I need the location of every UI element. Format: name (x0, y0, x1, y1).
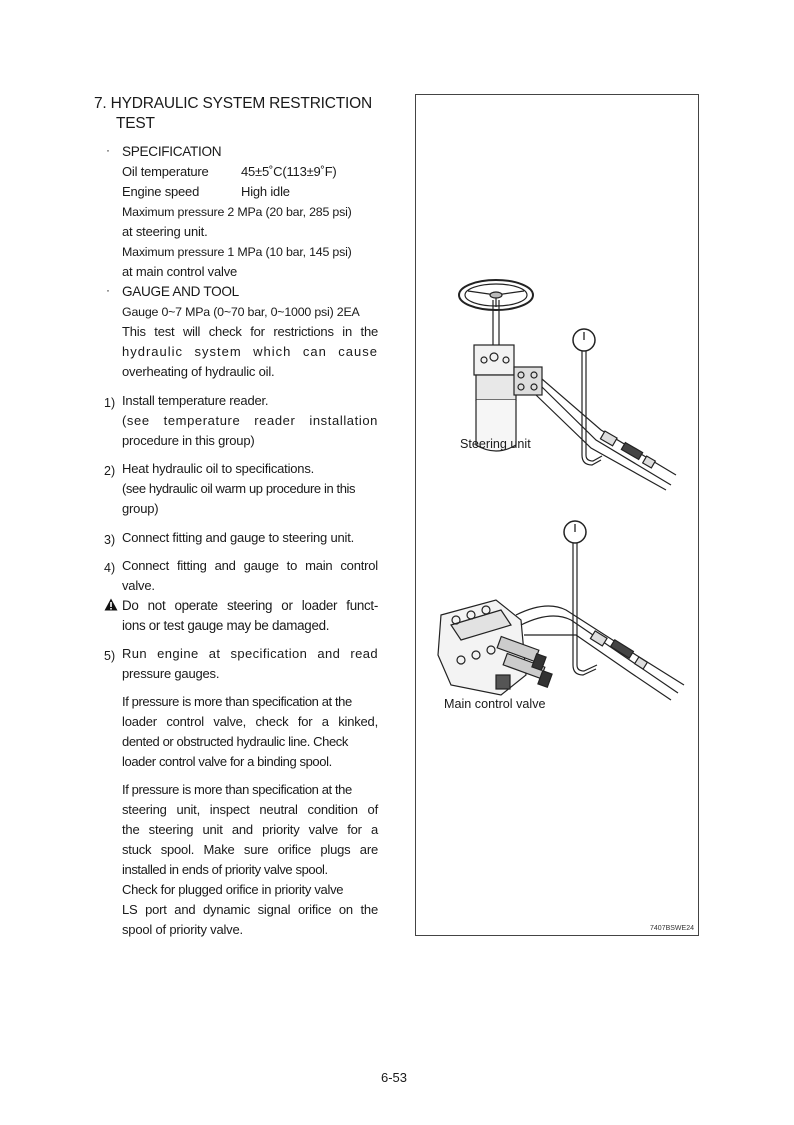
section-title-line2: TEST (116, 115, 155, 132)
step-3-number: 3) (104, 533, 116, 547)
page-number: 6-53 (381, 1070, 408, 1085)
step-2-line1: Heat hydraulic oil to specifications. (122, 461, 315, 476)
gauge-line2: This test will check for restrictions in the (122, 324, 378, 339)
para2-line3: the steering unit and priority valve for a (122, 822, 378, 837)
engine-speed-label: Engine speed (122, 184, 200, 199)
para1-line3: dented or obstructed hydraulic line. Check (122, 734, 349, 749)
caption-main-control-valve: Main control valve (444, 697, 546, 711)
max-pressure-mcv-line2: at main control valve (122, 264, 238, 279)
gauge-heading: GAUGE AND TOOL (122, 284, 239, 299)
para2-line6: Check for plugged orifice in priority valve (122, 882, 344, 897)
step-3-line1: Connect fitting and gauge to steering unit. (122, 530, 355, 545)
para1-line4: loader control valve for a binding spool. (122, 754, 332, 769)
step-1-number: 1) (104, 396, 116, 410)
step-4-line1: Connect fitting and gauge to main control (122, 558, 378, 573)
caption-steering-unit: Steering unit (460, 437, 531, 451)
para2-line8: spool of priority valve. (122, 922, 243, 937)
oil-temp-value: 45±5˚C(113±9˚F) (241, 164, 337, 179)
step-1-line1: Install temperature reader. (122, 393, 269, 408)
warning-line1: Do not operate steering or loader funct- (122, 598, 378, 613)
para2-line5: installed in ends of priority valve spool. (122, 862, 328, 877)
gauge-line1: Gauge 0~7 MPa (0~70 bar, 0~1000 psi) 2EA (122, 305, 360, 319)
warning-line2: ions or test gauge may be damaged. (122, 618, 330, 633)
step-4-number: 4) (104, 561, 116, 575)
step-2-line3: group) (122, 501, 159, 516)
para2-line4: stuck spool. Make sure orifice plugs are (122, 842, 378, 857)
step-1-line2: (see temperature reader installation (122, 413, 378, 428)
hydraulic-test-illustration (416, 95, 698, 935)
para2-line1: If pressure is more than specification at the (122, 782, 352, 797)
step-5-line2: pressure gauges. (122, 666, 220, 681)
max-pressure-mcv-line1: Maximum pressure 1 MPa (10 bar, 145 psi) (122, 245, 352, 259)
section-title-line1: 7. HYDRAULIC SYSTEM RESTRICTION (94, 95, 373, 112)
para2-line2: steering unit, inspect neutral condition of (122, 802, 378, 817)
engine-speed-value: High idle (241, 184, 290, 199)
bullet-gauge: · (106, 283, 110, 297)
oil-temp-label: Oil temperature (122, 164, 209, 179)
para2-line7: LS port and dynamic signal orifice on the (122, 902, 378, 917)
step-5-number: 5) (104, 649, 116, 663)
figure-panel (415, 94, 699, 936)
gauge-line3: hydraulic system which can cause (122, 344, 378, 359)
para1-line1: If pressure is more than specification at the (122, 694, 352, 709)
max-pressure-steering-line1: Maximum pressure 2 MPa (20 bar, 285 psi) (122, 205, 352, 219)
step-2-line2: (see hydraulic oil warm up procedure in this (122, 481, 356, 496)
step-1-line3: procedure in this group) (122, 433, 255, 448)
step-2-number: 2) (104, 464, 116, 478)
figure-code: 7407BSWE24 (650, 925, 694, 932)
bullet-specification: · (106, 143, 110, 157)
specification-heading: SPECIFICATION (122, 144, 222, 159)
engine-speed-row (122, 182, 378, 202)
oil-temp-row (122, 162, 378, 182)
warning-icon (104, 598, 118, 611)
section-title (94, 94, 394, 134)
step-5-line1: Run engine at specification and read (122, 646, 378, 661)
para1-line2: loader control valve, check for a kinked, (122, 714, 378, 729)
step-4-line2: valve. (122, 578, 155, 593)
gauge-line4: overheating of hydraulic oil. (122, 364, 275, 379)
max-pressure-steering-line2: at steering unit. (122, 224, 208, 239)
